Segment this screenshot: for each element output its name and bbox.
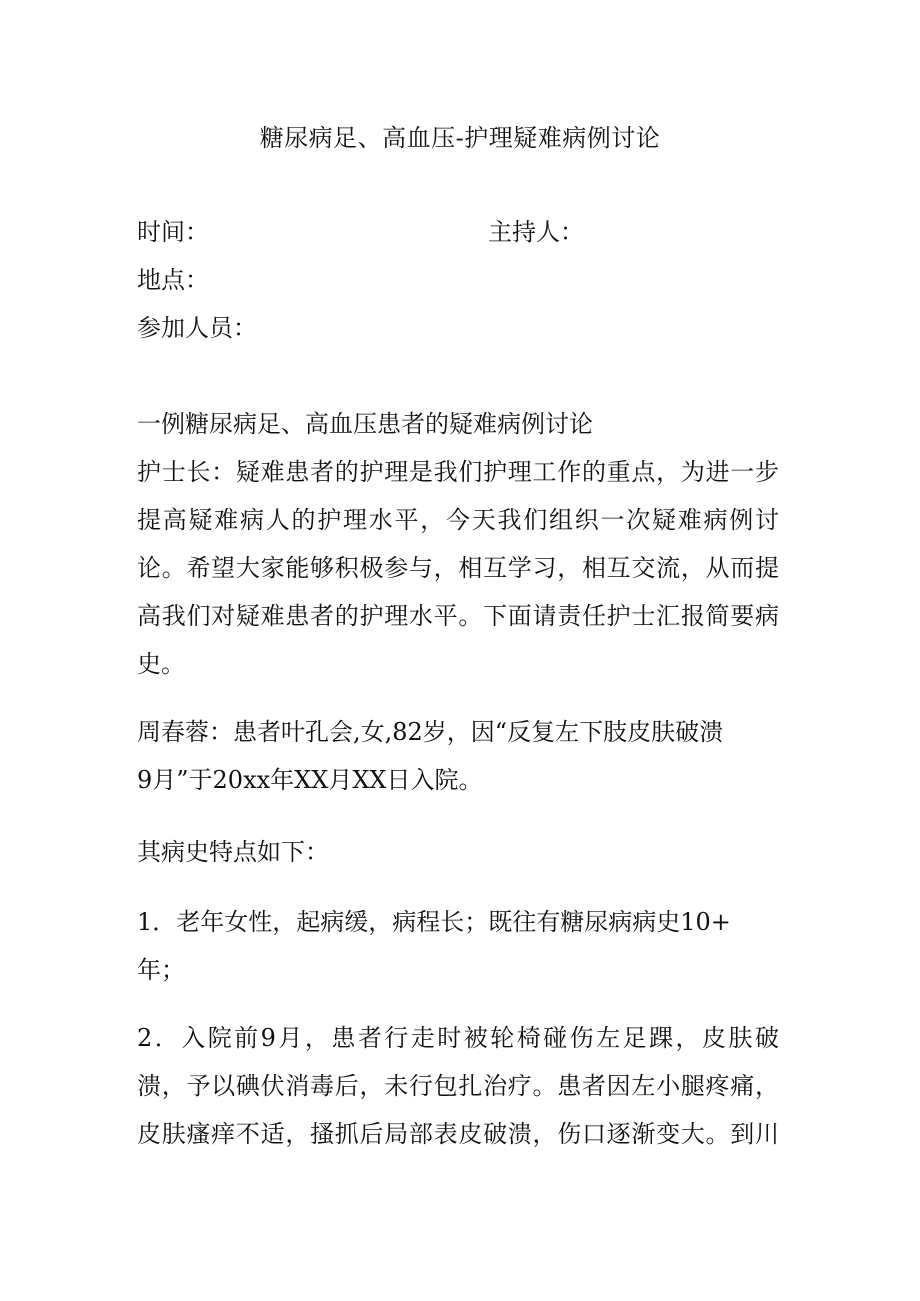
head-nurse-line-1: 护士长：疑难患者的护理是我们护理工作的重点，为进一步 (137, 458, 779, 486)
item-2-line-1: 2．入院前9月，患者行走时被轮椅碰伤左足踝，皮肤破 (137, 1024, 779, 1052)
report-line-1: 周春蓉：患者叶孔会,女,82岁，因“反复左下肢皮肤破溃 (137, 718, 724, 746)
item-1-line-2: 年； (137, 956, 185, 984)
history-heading: 其病史特点如下： (137, 838, 329, 866)
report-line-2: 9月”于20xx年XX月XX日入院。 (137, 766, 483, 794)
place-label: 地点： (137, 266, 209, 294)
participants-label: 参加人员： (137, 314, 257, 342)
time-label: 时间： (137, 218, 209, 246)
item-1-line-1: 1．老年女性，起病缓，病程长；既往有糖尿病病史10+ (137, 908, 731, 936)
item-2-line-3: 皮肤瘙痒不适，搔抓后局部表皮破溃，伤口逐渐变大。到川 (137, 1120, 779, 1148)
head-nurse-line-2: 提高疑难病人的护理水平，今天我们组织一次疑难病例讨 (137, 506, 779, 534)
head-nurse-line-3: 论。希望大家能够积极参与，相互学习，相互交流，从而提 (137, 554, 779, 582)
head-nurse-line-4: 高我们对疑难患者的护理水平。下面请责任护士汇报简要病 (137, 602, 779, 630)
item-2-line-2: 溃，予以碘伏消毒后，未行包扎治疗。患者因左小腿疼痛， (137, 1072, 779, 1100)
discussion-subtitle: 一例糖尿病足、高血压患者的疑难病例讨论 (137, 410, 593, 438)
host-label: 主持人： (488, 218, 584, 246)
head-nurse-line-5: 史。 (137, 650, 185, 678)
document-title: 糖尿病足、高血压-护理疑难病例讨论 (259, 124, 661, 152)
